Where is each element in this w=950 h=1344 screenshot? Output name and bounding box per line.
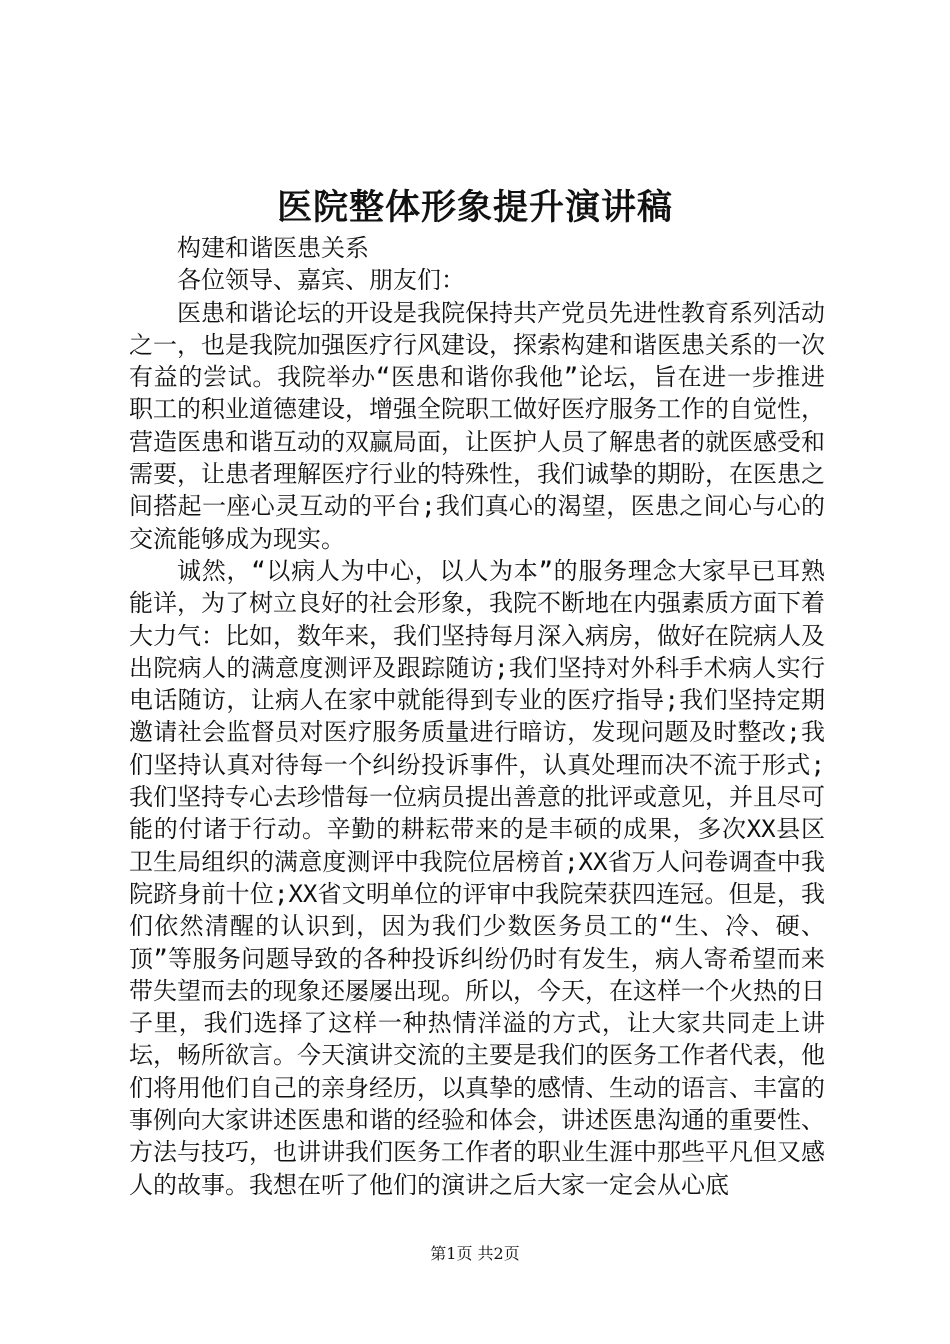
salutation-paragraph: 各位领导、嘉宾、朋友们： — [177, 266, 465, 295]
document-body — [129, 232, 825, 1201]
body-paragraph: 诚然，“以病人为中心，以人为本”的服务理念大家早已耳熟能详，为了树立良好的社会形象，我院不断地在内强素质方面下着大力气：比如，数年来，我们坚持每月深入病房，做好在院病人及出院病人的满意度测评及跟踪随访;我们坚持对外科手术病人实行电话随访，让病人在家中就能得到专业的医疗指导;我们坚持定期邀请社会监督员对医疗服务质量进行暗访，发现问题及时整改;我们坚持认真对待每一个纠纷投诉事件，认真处理而决不流于形式;我们坚持专心去珍惜每一位病员提出善意的批评或意见，并且尽可能的付诸于行动。辛勤的耕耘带来的是丰硕的成果，多次XX县区卫生局组织的满意度测评中我院位居榜首;XX省万人问卷调查中我院跻身前十位;XX省文明单位的评审中我院荣获四连冠。但是，我们依然清醒的认识到，因为我们少数医务员工的“生、冷、硬、顶”等服务问题导致的各种投诉纠纷仍时有发生，病人寄希望而来带失望而去的现象还屡屡出现。所以，今天，在这样一个火热的日子里，我们选择了这样一种热情洋溢的方式，让大家共同走上讲坛，畅所欲言。今天演讲交流的主要是我们的医务工作者代表，他们将用他们自己的亲身经历，以真挚的感情、生动的语言、丰富的事例向大家讲述医患和谐的经验和体会，讲述医患沟通的重要性、方法与技巧，也讲讲我们医务工作者的职业生涯中那些平凡但又感人的故事。我想在听了他们的演讲之后大家一定会从心底 — [129, 556, 825, 1199]
subtitle-paragraph: 构建和谐医患关系 — [177, 234, 369, 262]
document-title: 医院整体形象提升演讲稿 — [276, 187, 673, 228]
body-paragraph: 医患和谐论坛的开设是我院保持共产党员先进性教育系列活动之一，也是我院加强医疗行风建设，探索构建和谐医患关系的一次有益的尝试。我院举办“医患和谐你我他”论坛，旨在进一步推进职工的积业道德建设，增强全院职工做好医疗服务工作的自觉性，营造医患和谐互动的双赢局面，让医护人员了解患者的就医感受和需要，让患者理解医疗行业的特殊性，我们诚挚的期盼，在医患之间搭起一座心灵互动的平台;我们真心的渴望，医患之间心与心的交流能够成为现实。 — [129, 298, 825, 553]
page-number-footer: 第1页 共2页 — [430, 1244, 520, 1263]
